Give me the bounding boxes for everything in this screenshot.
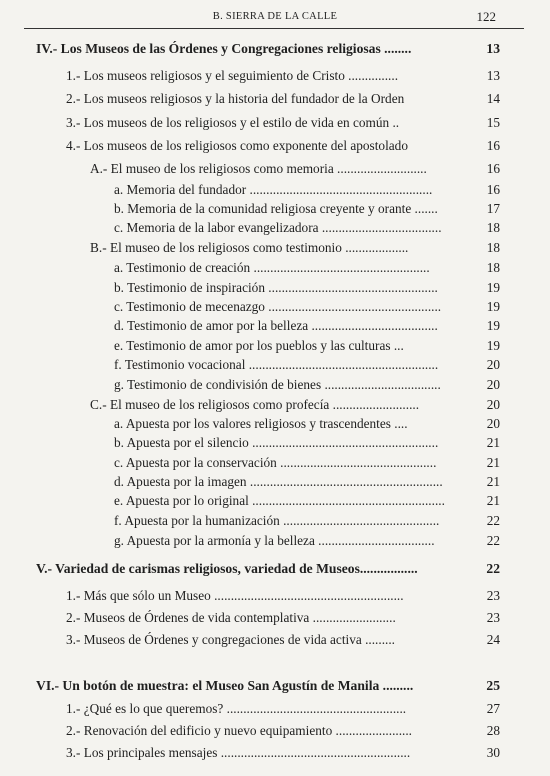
toc-entry-label: a. Testimonio de creación ..................................................... (114, 260, 430, 275)
toc-entry-page: 13 (486, 68, 500, 83)
toc-entry-page: 17 (486, 201, 500, 216)
toc-entry (0, 511, 550, 531)
toc-entry (0, 355, 550, 375)
running-head: B. SIERRA DE LA CALLE (212, 11, 338, 22)
toc-entry (0, 159, 550, 179)
toc-entry (0, 472, 550, 492)
toc-entry (0, 218, 550, 238)
toc-entry (0, 238, 550, 258)
toc-entry-label: 3.- Museos de Órdenes y congregaciones de vida activa ......... (66, 632, 395, 647)
toc-entry (0, 743, 550, 763)
toc-entry (0, 180, 550, 200)
toc-entry-page: 18 (486, 220, 500, 235)
toc-entry-label: a. Memoria del fundador ....................................................... (114, 182, 433, 197)
toc-entry-page: 15 (486, 115, 500, 130)
toc-entry-page: 20 (486, 377, 500, 392)
toc-entry-label: g. Apuesta por la armonía y la belleza ................................... (114, 533, 435, 548)
toc-entry-page: 20 (486, 416, 500, 431)
toc-entry (0, 39, 550, 59)
toc-entry-label: 1.- ¿Qué es lo que queremos? ...................................................... (66, 701, 407, 716)
toc-entry-page: 14 (486, 91, 500, 106)
toc-entry-page: 16 (486, 161, 500, 176)
toc-entry-label: d. Apuesta por la imagen .......................................................... (114, 474, 443, 489)
toc-entry (0, 630, 550, 650)
toc-entry-page: 22 (486, 513, 500, 528)
toc-entry-page: 22 (486, 561, 500, 576)
toc-entry-page: 25 (486, 678, 500, 693)
toc-entry-label: 1.- Más que sólo un Museo ......................................................... (66, 588, 404, 603)
toc-entry-label: f. Apuesta por la humanización ............................................... (114, 513, 440, 528)
toc-entry-page: 19 (486, 338, 500, 353)
toc-entry-page: 21 (486, 435, 500, 450)
toc-entry-page: 16 (486, 182, 500, 197)
toc-entry-label: 3.- Los principales mensajes ......................................................... (66, 745, 411, 760)
toc-entry-label: A.- El museo de los religiosos como memoria ........................... (90, 161, 427, 176)
toc-entry (0, 66, 550, 86)
toc-entry-label: V.- Variedad de carismas religiosos, variedad de Museos................. (36, 561, 418, 576)
toc-entry (0, 586, 550, 606)
toc-entry-label: a. Apuesta por los valores religiosos y trascendentes .... (114, 416, 408, 431)
toc-entry-label: 1.- Los museos religiosos y el seguimiento de Cristo ............... (66, 68, 399, 83)
toc-entry-page: 19 (486, 299, 500, 314)
toc-entry-label: B.- El museo de los religiosos como testimonio ................... (90, 240, 409, 255)
toc-entry-page: 21 (486, 455, 500, 470)
toc-entry-page: 21 (486, 474, 500, 489)
toc-entry (0, 113, 550, 133)
toc-entry-page: 18 (486, 240, 500, 255)
toc-entry-label: IV.- Los Museos de las Órdenes y Congregaciones religiosas ........ (36, 41, 412, 56)
toc-entry-label: f. Testimonio vocacional ......................................................... (114, 357, 439, 372)
toc-entry (0, 453, 550, 473)
toc-entry-page: 27 (486, 701, 500, 716)
toc-entry (0, 278, 550, 298)
toc-entry (0, 531, 550, 551)
toc-entry (0, 136, 550, 156)
toc-entry (0, 559, 550, 579)
toc-entry (0, 433, 550, 453)
toc-entry (0, 297, 550, 317)
page-header (0, 9, 550, 27)
toc-entry-page: 20 (486, 357, 500, 372)
toc-entry-label: 3.- Los museos de los religiosos y el estilo de vida en común .. (66, 115, 400, 130)
toc-entry-label: 4.- Los museos de los religiosos como exponente del apostolado (66, 138, 408, 153)
toc-entry-page: 19 (486, 280, 500, 295)
toc-entry-label: C.- El museo de los religiosos como profecía .......................... (90, 397, 420, 412)
toc-entry-label: 2.- Los museos religiosos y la historia del fundador de la Orden (66, 91, 405, 106)
toc-entry (0, 721, 550, 741)
toc-entry (0, 608, 550, 628)
toc-entry-label: b. Memoria de la comunidad religiosa creyente y orante ....... (114, 201, 438, 216)
toc-entry-page: 23 (486, 610, 500, 625)
toc-entry-page: 22 (486, 533, 500, 548)
toc-entry-label: b. Apuesta por el silencio ........................................................ (114, 435, 439, 450)
header-rule (24, 28, 524, 29)
toc-entry-label: 2.- Renovación del edificio y nuevo equipamiento ....................... (66, 723, 413, 738)
toc-entry (0, 375, 550, 395)
toc-entry (0, 199, 550, 219)
toc-entry-page: 16 (486, 138, 500, 153)
toc-entry-page: 24 (486, 632, 500, 647)
toc-entry (0, 699, 550, 719)
toc-entry-label: e. Apuesta por lo original .......................................................... (114, 493, 445, 508)
toc-entry-label: b. Testimonio de inspiración ................................................... (114, 280, 438, 295)
toc-entry (0, 258, 550, 278)
toc-entry-label: VI.- Un botón de muestra: el Museo San Agustín de Manila ......... (36, 678, 414, 693)
toc-entry-page: 28 (486, 723, 500, 738)
toc-entry-label: c. Testimonio de mecenazgo .................................................... (114, 299, 442, 314)
toc-entry-label: d. Testimonio de amor por la belleza ...................................... (114, 318, 438, 333)
toc-entry (0, 491, 550, 511)
toc-entry-page: 20 (486, 397, 500, 412)
toc-entry (0, 676, 550, 696)
toc-entry-label: c. Memoria de la labor evangelizadora .................................... (114, 220, 442, 235)
toc-entry-label: 2.- Museos de Órdenes de vida contemplativa ......................... (66, 610, 396, 625)
toc-entry-page: 18 (486, 260, 500, 275)
toc-entry-page: 19 (486, 318, 500, 333)
toc-entry-page: 21 (486, 493, 500, 508)
toc-entry (0, 336, 550, 356)
toc-entry (0, 395, 550, 415)
toc-entry-label: c. Apuesta por la conservación ............................................... (114, 455, 437, 470)
toc-entry-label: g. Testimonio de condivisión de bienes ................................... (114, 377, 441, 392)
toc-entry (0, 414, 550, 434)
toc-entry-page: 23 (486, 588, 500, 603)
toc-entry (0, 316, 550, 336)
page-number: 122 (476, 9, 496, 24)
toc-entry-label: e. Testimonio de amor por los pueblos y las culturas ... (114, 338, 404, 353)
toc-entry (0, 89, 550, 109)
toc-entry-page: 30 (486, 745, 500, 760)
toc-entry-page: 13 (486, 41, 500, 56)
